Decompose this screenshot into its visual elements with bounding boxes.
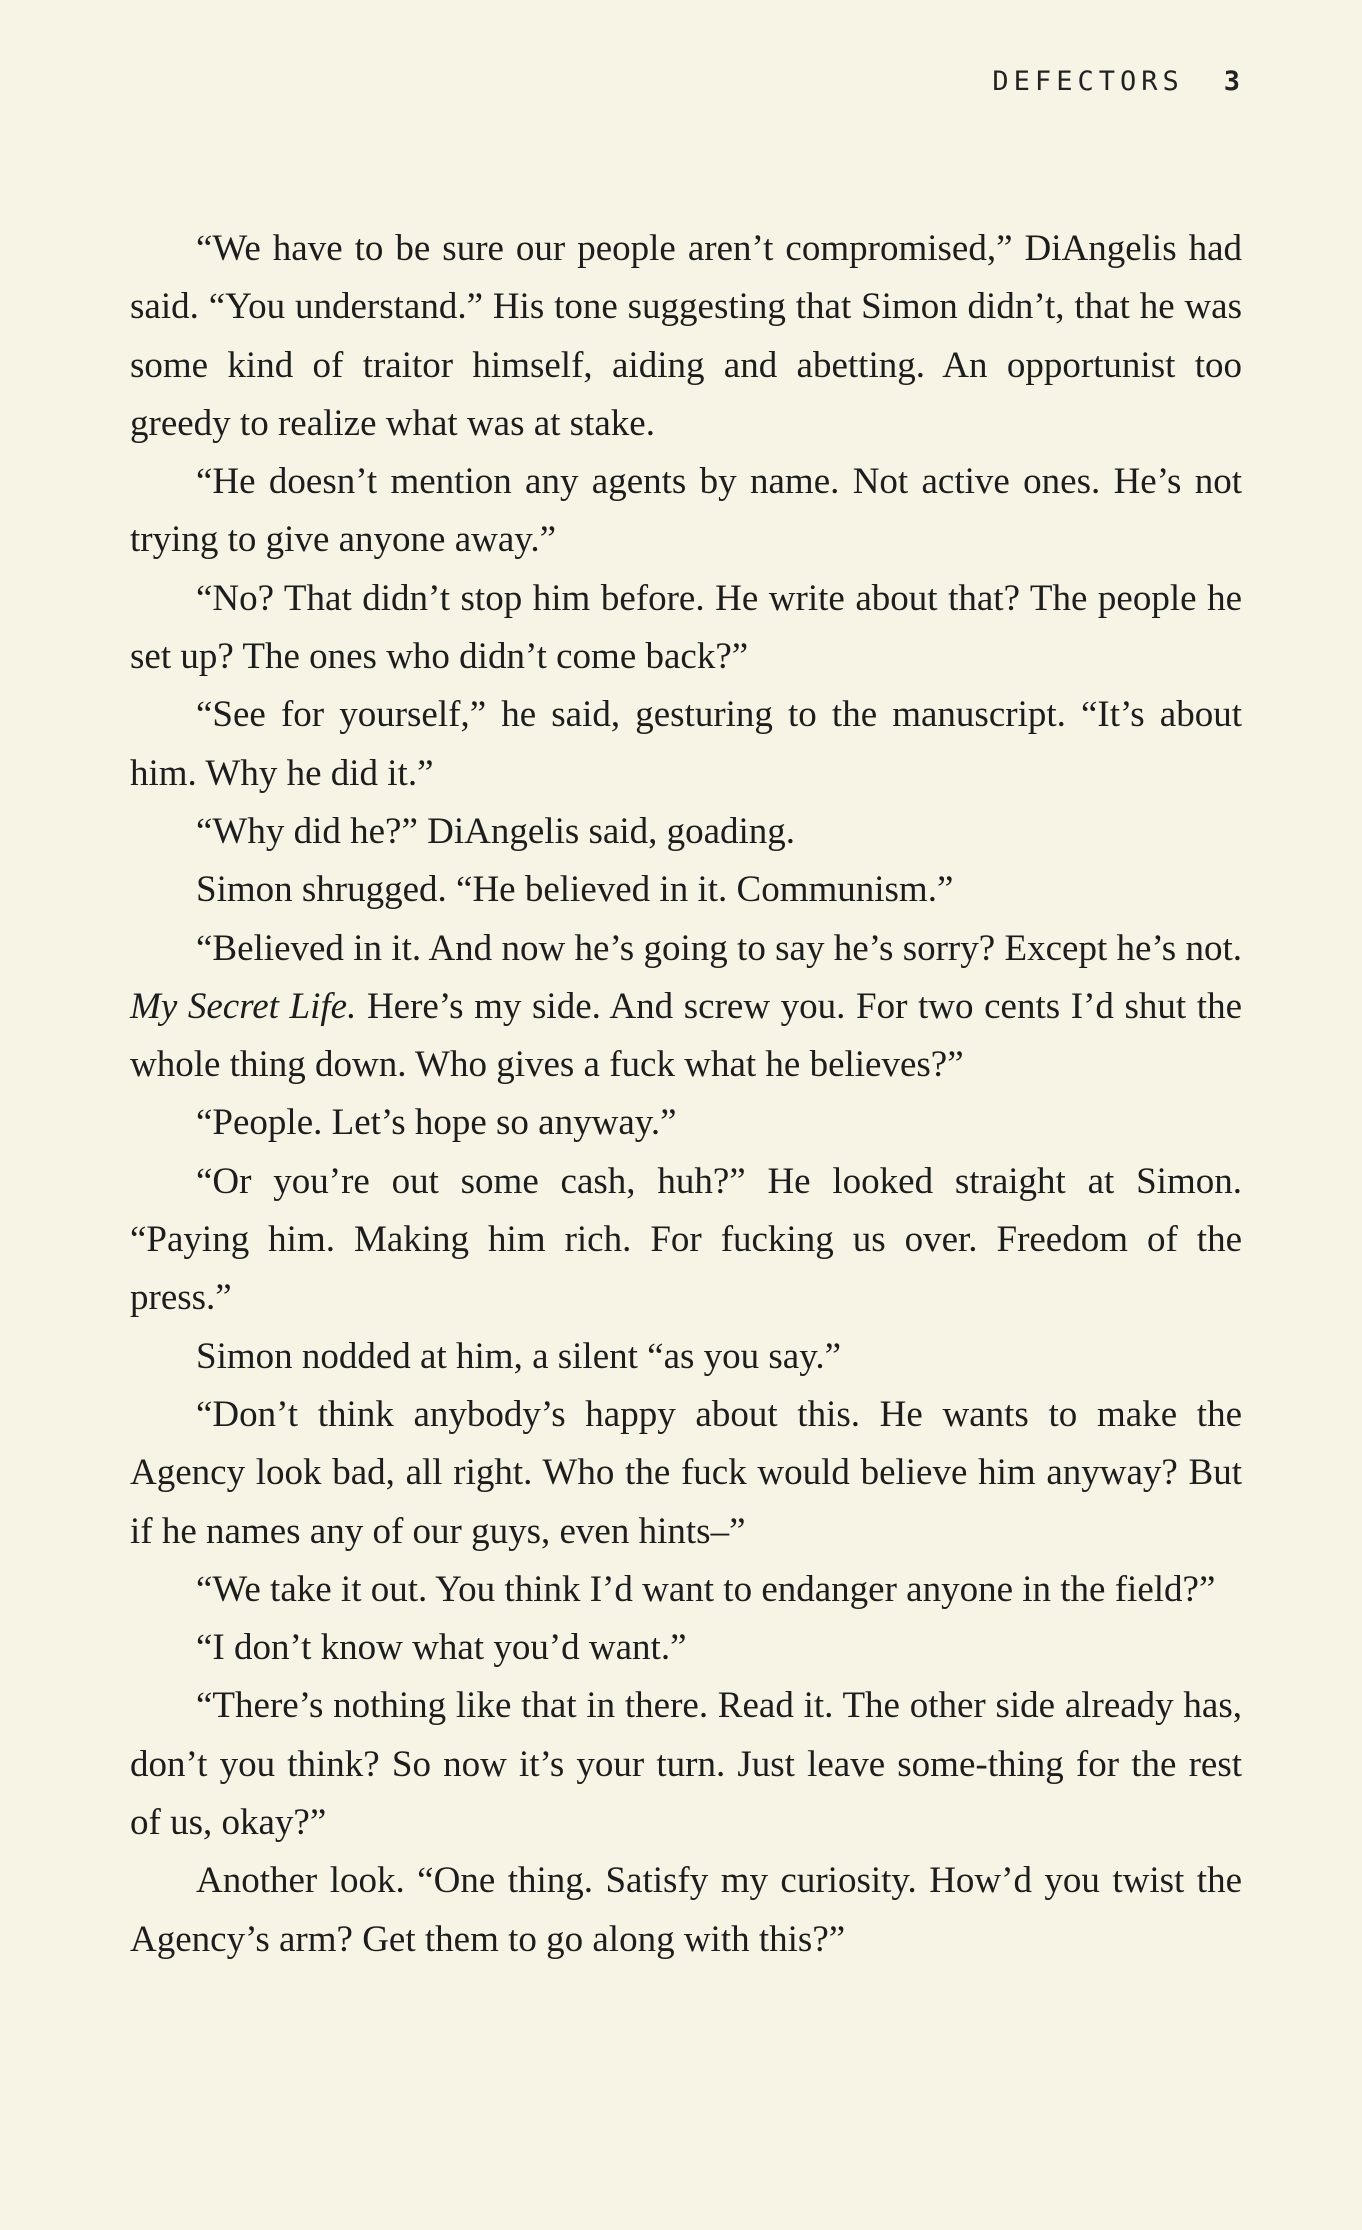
paragraph: “There’s nothing like that in there. Read it. The other side already has, don’t you think? So now it’s your turn. Just leave some-thing for the rest of us, okay?” <box>130 1685 1242 1844</box>
body-text <box>130 220 1242 1969</box>
paragraph: “I don’t know what you’d want.” <box>196 1627 687 1669</box>
paragraph: Another look. “One thing. Satisfy my curiosity. How’d you twist the Agency’s arm? Get them to go along with this?” <box>130 1860 1242 1960</box>
page-number: 3 <box>1223 66 1240 97</box>
paragraph: Simon shrugged. “He believed in it. Communism.” <box>196 869 954 911</box>
paragraph: Simon nodded at him, a silent “as you say.” <box>196 1335 841 1377</box>
paragraph <box>130 920 1242 1095</box>
paragraph-text: Here’s my side. And screw you. For two cents I’d shut the whole thing down. Who gives a fuck what he believes?” <box>130 985 1242 1086</box>
paragraph: “We have to be sure our people aren’t compromised,” DiAngelis had said. “You understand.” His tone suggesting that Simon didn’t, that he was some kind of traitor himself, aiding and abetting. An opportunist too greedy to realize what was at stake. <box>130 228 1242 444</box>
paragraph: “People. Let’s hope so anyway.” <box>196 1102 677 1144</box>
paragraph: “Why did he?” DiAngelis said, goading. <box>196 810 796 852</box>
paragraph: “We take it out. You think I’d want to endanger anyone in the field?” <box>196 1568 1216 1610</box>
running-title: DEFECTORS <box>992 66 1184 97</box>
paragraph: “Or you’re out some cash, huh?” He looked straight at Simon. “Paying him. Making him rich. For fucking us over. Freedom of the press.” <box>130 1160 1242 1319</box>
paragraph: “See for yourself,” he said, gesturing to the manuscript. “It’s about him. Why he did it.” <box>130 694 1242 794</box>
paragraph: “He doesn’t mention any agents by name. Not active ones. He’s not trying to give anyone away.” <box>130 461 1242 561</box>
paragraph: “No? That didn’t stop him before. He write about that? The people he set up? The ones who didn’t come back?” <box>130 577 1242 678</box>
paragraph: “Don’t think anybody’s happy about this. He wants to make the Agency look bad, all right. Who the fuck would believe him anyway? But if he names any of our guys, even hints–” <box>130 1393 1242 1552</box>
running-head <box>992 66 1240 97</box>
paragraph-text: “Believed in it. And now he’s going to say he’s sorry? Except he’s not. <box>196 927 1242 969</box>
book-title-italic: My Secret Life. <box>130 985 357 1027</box>
